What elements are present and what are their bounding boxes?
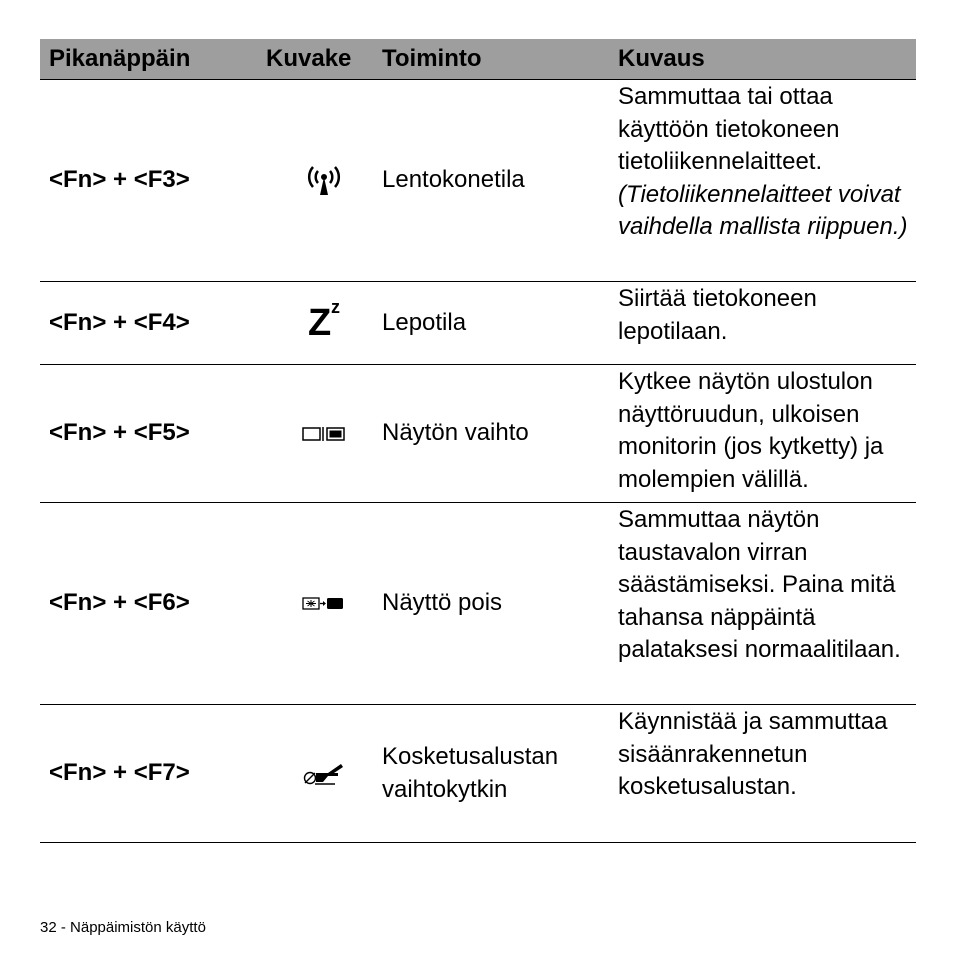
table-row: [40, 705, 916, 843]
description-note: (Tietoliikennelaitteet voivat vaihdella mallista riippuen.): [618, 180, 908, 240]
display-off-icon: [266, 503, 382, 704]
description-cell: [618, 503, 916, 704]
header-hotkey: Pikanäppäin: [49, 45, 191, 72]
page-footer: 32 - Näppäimistön käyttö: [40, 919, 206, 936]
table-row: [40, 80, 916, 282]
description-cell: [618, 282, 916, 364]
function-label: Näytön vaihto: [382, 419, 529, 447]
header-function: Toiminto: [382, 45, 482, 72]
function-label: Lepotila: [382, 308, 467, 336]
hotkey-label: <Fn> + <F4>: [49, 308, 190, 336]
table-row: [40, 503, 916, 705]
hotkey-label: <Fn> + <F3>: [49, 166, 190, 194]
table-row: [40, 282, 916, 365]
display-switch-icon: [266, 365, 382, 502]
description-cell: [618, 80, 916, 281]
description-text: Kytkee näytön ulostulon näyttöruudun, ulkoisen monitorin (jos kytketty) ja molempien välillä.: [618, 368, 884, 493]
wireless-antenna-icon: [266, 80, 382, 281]
header-description: Kuvaus: [618, 45, 705, 72]
description-text: Siirtää tietokoneen lepotilaan.: [618, 285, 817, 345]
sleep-icon: Z z: [308, 297, 340, 344]
function-label: Näyttö pois: [382, 589, 503, 617]
hotkey-label: <Fn> + <F6>: [49, 589, 190, 617]
table-row: [40, 365, 916, 503]
hotkey-table: [40, 39, 916, 843]
function-label: Kosketusalustan vaihtokytkin: [382, 743, 559, 803]
description-text: Sammuttaa näytön taustavalon virran säästämiseksi. Paina mitä tahansa näppäintä palataksesi normaalitilaan.: [618, 506, 901, 663]
description-cell: [618, 365, 916, 502]
description-text: Sammuttaa tai ottaa käyttöön tietokoneen tietoliikennelaitteet.: [618, 83, 840, 175]
table-header: [40, 39, 916, 80]
hotkey-label: <Fn> + <F7>: [49, 759, 190, 787]
description-cell: [618, 705, 916, 842]
header-icon: Kuvake: [266, 45, 352, 72]
description-text: Käynnistää ja sammuttaa sisäänrakennetun kosketusalustan.: [618, 708, 888, 800]
touchpad-toggle-icon: [266, 705, 382, 842]
hotkey-label: <Fn> + <F5>: [49, 419, 190, 447]
function-label: Lentokonetila: [382, 166, 525, 194]
